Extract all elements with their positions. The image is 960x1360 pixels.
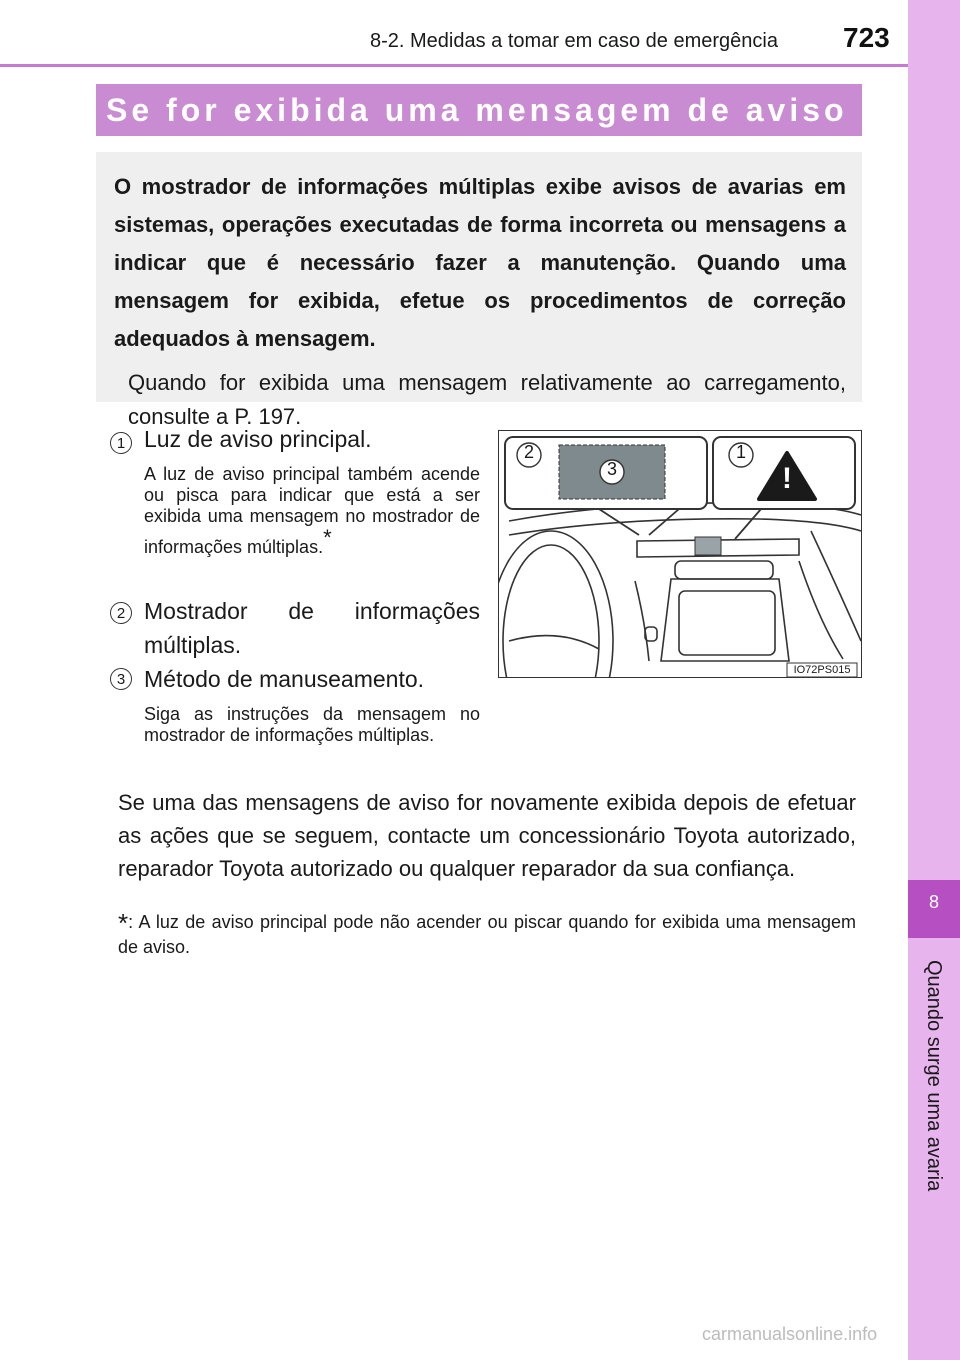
figure-code: IO72PS015 [793, 664, 851, 676]
intro-note: Quando for exibida uma mensagem relativamente ao carregamento, consulte a P. 197. [128, 370, 846, 429]
item-title: Mostrador de informações múltiplas. [144, 598, 480, 658]
item-description: Siga as instruções da mensagem no mostrador de informações múltiplas. [144, 704, 480, 745]
section-path: 8-2. Medidas a tomar em caso de emergência [370, 30, 778, 52]
figure-callout-2: 2 [523, 442, 534, 462]
item-number-badge: 3 [110, 668, 132, 690]
item-number-badge: 1 [110, 432, 132, 454]
dashboard-illustration [498, 430, 862, 678]
chapter-number: 8 [928, 892, 939, 912]
item-title: Método de manuseamento. [144, 666, 425, 692]
item-title: Luz de aviso principal. [144, 426, 372, 452]
page-number: 723 [843, 22, 890, 53]
warning-exclamation: ! [782, 462, 792, 495]
watermark: carmanualsonline.info [702, 1324, 878, 1344]
item-description [144, 464, 480, 558]
intro-box [96, 152, 862, 429]
chapter-title: Quando surge uma avaria [923, 960, 945, 1192]
footnote-marker: * [323, 525, 332, 550]
section-title: Se for exibida uma mensagem de aviso [96, 84, 862, 136]
footnote [118, 910, 856, 959]
footnote-star: * [118, 908, 129, 938]
figure-callout-3: 3 [606, 459, 617, 479]
dashboard-drawing [499, 431, 862, 678]
item-description-text: A luz de aviso principal também acende ou pisca para indicar que está a ser exibida uma mensagem no mostrador de informações múltiplas. [144, 464, 480, 557]
footnote-text: : A luz de aviso principal pode não acender ou piscar quando for exibida uma mensagem de aviso. [118, 912, 856, 957]
body-paragraph: Se uma das mensagens de aviso for novamente exibida depois de efetuar as ações que se seguem, contacte um concessionário Toyota autorizado, reparador Toyota autorizado ou qualquer reparador da sua confiança. [118, 790, 856, 881]
item-number-badge: 2 [110, 602, 132, 624]
intro-text: O mostrador de informações múltiplas exibe avisos de avarias em sistemas, operações executadas de forma incorreta ou mensagens a indicar que é necessário fazer a manutenção. Quando uma mensagem for exibida, efetue os procedimentos de correção adequados à mensagem. [114, 174, 846, 351]
header-divider [0, 64, 908, 67]
figure-callout-1: 1 [735, 442, 746, 462]
